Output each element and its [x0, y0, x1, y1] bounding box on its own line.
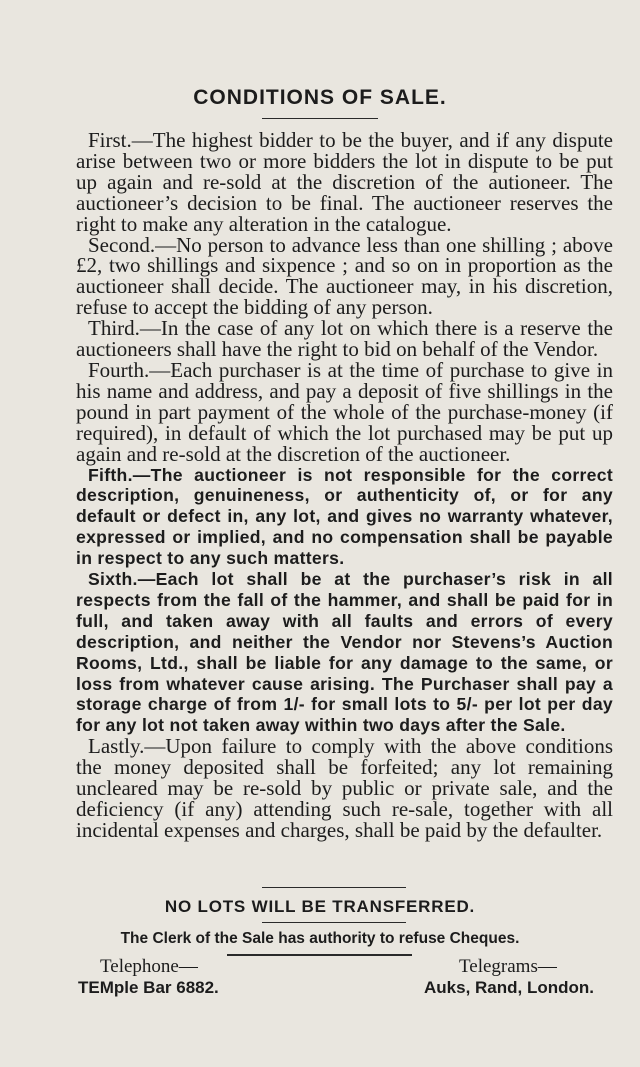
telegrams-block — [424, 956, 594, 998]
footer-rule — [227, 954, 412, 956]
telephone-block — [78, 956, 219, 998]
no-transfer-notice: NO LOTS WILL BE TRANSFERRED. — [164, 897, 476, 916]
condition-sixth: Sixth.—Each lot shall be at the purchaser’s risk in all respects from the fall of the hammer, and shall be paid for in full, and taken away with all faults and errors of every description, and neither the Vendor nor Stevens’s Auction Rooms, Ltd., shall be liable for any damage to the same, or loss from whatever cause arising. The Purchaser shall pay a storage charge of from 1/- for small lots to 5/- per lot per day for any lot not taken away within two days after the Sale. — [76, 569, 613, 736]
telephone-number: TEMple Bar 6882. — [78, 978, 219, 997]
conditions-body — [76, 130, 613, 841]
condition-first: First.—The highest bidder to be the buyer, and if any dispute arise between two or more bidders the lot in dispute to be put up again and re-sold at the discretion of the autioneer. The auctioneer’s decision to be final. The auctioneer reserves the right to make any alteration in the catalogue. — [76, 128, 613, 236]
condition-fourth: Fourth.—Each purchaser is at the time of purchase to give in his name and address, and pay a deposit of five shillings in the pound in part payment of the whole of the purchase-money (if required), in default of which the lot purchased may be put up again and re-sold at the discretion of the auctioneer. — [76, 357, 613, 466]
title-rule — [262, 118, 378, 119]
condition-lastly: Lastly.—Upon failure to comply with the above conditions the money deposited shall be forfeited; any lot remaining uncleared may be re-sold by public or private sale, and the deficiency (if any) attending such re-sale, together with all incidental expenses and charges, shall be paid by the defaulter. — [76, 734, 613, 842]
cheques-notice: The Clerk of the Sale has authority to refuse Cheques. — [120, 930, 520, 947]
condition-fifth: Fifth.—The auctioneer is not responsible for the correct description, genuineness, or authenticity of, or for any default or defect in, any lot, and gives no warranty whatever, expressed or implied, and no compensation shall be payable in respect to any such matters. — [76, 464, 613, 569]
telegrams-address: Auks, Rand, London. — [424, 978, 594, 997]
page-title: CONDITIONS OF SALE. — [193, 86, 447, 109]
condition-third: Third.—In the case of any lot on which there is a reserve the auctioneers shall have the right to bid on behalf of the Vendor. — [76, 316, 613, 362]
condition-second: Second.—No person to advance less than one shilling ; above £2, two shillings and sixpence ; and so on in proportion as the auctioneer shall decide. The auctioneer may, in his discretion, refuse to accept the bidding of any person. — [76, 232, 613, 320]
section-rule — [262, 887, 406, 888]
notice-rule — [262, 922, 406, 923]
telephone-label: Telephone— — [100, 956, 198, 977]
telegrams-label: Telegrams— — [459, 956, 557, 977]
